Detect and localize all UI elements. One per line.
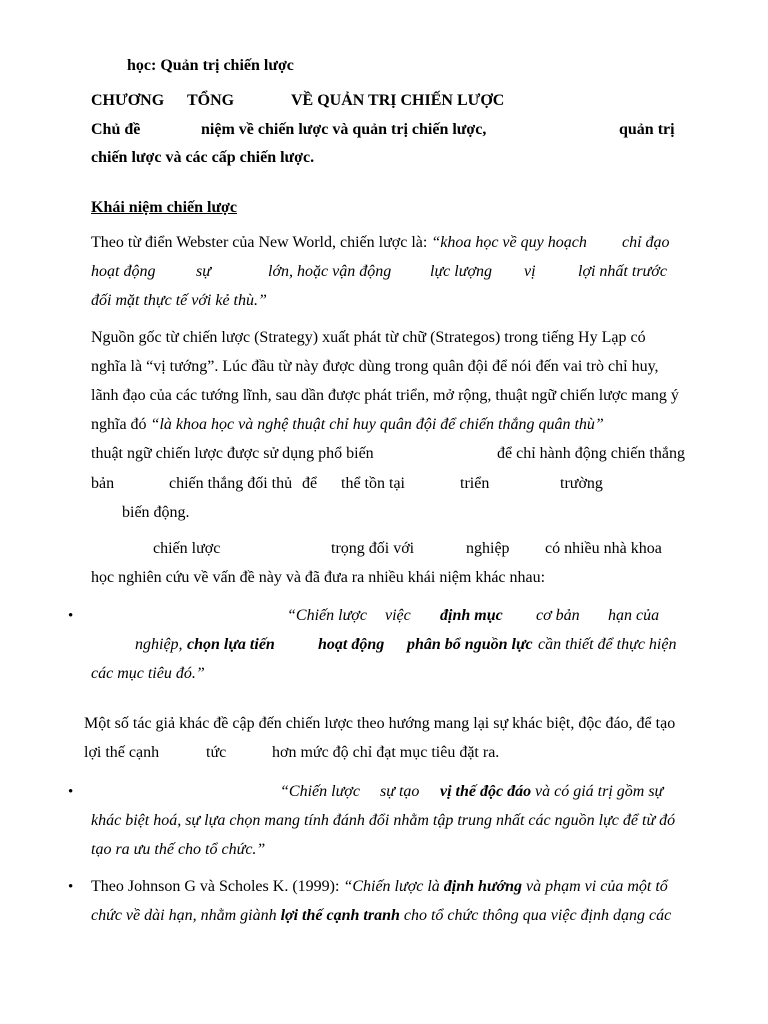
differentiation-fragment: tức xyxy=(206,744,227,761)
bullet-marker: • xyxy=(68,608,74,624)
origin-line: Nguồn gốc từ chiến lược (Strategy) xuất phát từ chữ (Strategos) trong tiếng Hy Lạp có xyxy=(91,329,646,346)
origin-quote: “là khoa học và nghệ thuật chỉ huy quân đội để chiến thắng quân thù” xyxy=(150,416,604,433)
webster-fragment: chỉ đạo xyxy=(622,234,670,251)
usage-fragment: để chỉ hành động chiến thắng xyxy=(497,445,685,462)
differentiation-line: Một số tác giả khác đề cập đến chiến lược theo hướng mang lại sự khác biệt, độc đáo, để tạo xyxy=(84,715,676,732)
bullet-1-fragment: các mục tiêu đó.” xyxy=(91,665,205,682)
bullet-3-line xyxy=(91,905,671,927)
usage-fragment: biến động. xyxy=(122,504,190,521)
bullet-2-line: khác biệt hoá, sự lựa chọn mang tính đánh đổi nhằm tập trung nhất các nguồn lực để từ đó xyxy=(91,812,676,829)
origin-text: nghĩa đó xyxy=(91,416,151,433)
intro-fragment: trọng đối với xyxy=(331,540,415,557)
usage-fragment: triển xyxy=(460,475,490,492)
webster-fragment: sự xyxy=(196,263,211,280)
bullet-1-fragment: cần thiết để thực hiện xyxy=(538,636,677,653)
intro-line: học nghiên cứu về vấn đề này và đã đưa ra nhiều khái niệm khác nhau: xyxy=(91,569,546,586)
chapter-title-word: CHƯƠNG xyxy=(91,92,165,109)
bullet-1-fragment: hạn của xyxy=(608,607,660,624)
bullet-marker: • xyxy=(68,879,74,895)
bullet-1-fragment: cơ bản xyxy=(536,607,580,624)
bullet-3-emphasis: định hướng xyxy=(443,878,523,895)
usage-fragment: bản xyxy=(91,475,115,492)
bullet-3-quote: và phạm vi của một tổ xyxy=(522,878,668,895)
bullet-2-line: tạo ra ưu thế cho tổ chức.” xyxy=(91,841,266,858)
intro-fragment: chiến lược xyxy=(153,540,221,557)
bullet-3-quote: cho tổ chức thông qua việc định dạng các xyxy=(399,907,672,924)
bullet-2-fragment: sự tạo xyxy=(380,783,420,800)
usage-fragment: thể tồn tại xyxy=(341,475,405,492)
webster-fragment: lực lượng xyxy=(430,263,492,280)
topic-fragment: Chủ đề xyxy=(91,121,141,138)
bullet-3-source: Theo Johnson G và Scholes K. (1999): xyxy=(91,878,344,895)
bullet-3-emphasis: lợi thế cạnh tranh xyxy=(280,907,400,924)
bullet-2-fragment: và có giá trị gồm sự xyxy=(535,783,664,800)
usage-fragment: để xyxy=(302,475,318,492)
subject-line: học: Quản trị chiến lược xyxy=(127,57,294,74)
bullet-1-fragment: phân bổ nguồn lực xyxy=(407,636,533,653)
section-heading: Khái niệm chiến lược xyxy=(91,199,238,216)
intro-fragment: có nhiều nhà khoa xyxy=(545,540,662,557)
bullet-3-quote: chức về dài hạn, nhằm giành xyxy=(91,907,281,924)
usage-fragment: thuật ngữ chiến lược được sử dụng phổ biến xyxy=(91,445,374,462)
topic-fragment: niệm về chiến lược và quản trị chiến lược, xyxy=(201,121,487,138)
webster-text: Theo từ điển Webster của New World, chiến lược là: xyxy=(91,234,432,251)
webster-quote: “khoa học về quy hoạch xyxy=(431,234,587,251)
webster-fragment: hoạt động xyxy=(91,263,156,280)
differentiation-fragment: hơn mức độ chỉ đạt mục tiêu đặt ra. xyxy=(272,744,500,761)
bullet-2-fragment: vị thế độc đáo xyxy=(440,783,532,800)
webster-fragment: lớn, hoặc vận động xyxy=(268,263,392,280)
bullet-3-quote: “Chiến lược là xyxy=(343,878,444,895)
bullet-1-fragment: định mục xyxy=(440,607,503,624)
bullet-2-fragment: “Chiến lược xyxy=(280,783,360,800)
origin-line xyxy=(91,414,604,436)
webster-fragment: lợi nhất trước xyxy=(578,263,667,280)
bullet-1-fragment: việc xyxy=(385,607,411,624)
bullet-1-fragment: chọn lựa tiến xyxy=(187,636,275,653)
origin-line: lãnh đạo của các tướng lĩnh, sau dần được phát triển, mở rộng, thuật ngữ chiến lược mang ý xyxy=(91,387,679,404)
chapter-title-word: VỀ QUẢN TRỊ CHIẾN LƯỢC xyxy=(291,92,505,109)
usage-fragment: chiến thắng đối thủ xyxy=(169,475,293,492)
webster-line xyxy=(91,232,587,254)
intro-fragment: nghiệp xyxy=(466,540,510,557)
topic-fragment: chiến lược và các cấp chiến lược. xyxy=(91,149,315,166)
webster-fragment: vị xyxy=(524,263,536,280)
bullet-1-fragment: hoạt động xyxy=(318,636,385,653)
bullet-3-line xyxy=(91,876,668,898)
origin-line: nghĩa là “vị tướng”. Lúc đầu từ này được dùng trong quân đội để nói đến vai trò chỉ huy, xyxy=(91,358,659,375)
differentiation-fragment: lợi thế cạnh xyxy=(84,744,160,761)
bullet-marker: • xyxy=(68,784,74,800)
bullet-1-fragment: “Chiến lược xyxy=(287,607,367,624)
topic-fragment: quản trị xyxy=(619,121,675,138)
usage-fragment: trường xyxy=(560,475,603,492)
webster-fragment: đối mặt thực tế với kẻ thù.” xyxy=(91,292,267,309)
chapter-title-word: TỔNG xyxy=(187,92,235,109)
bullet-1-fragment: nghiệp, xyxy=(135,636,183,653)
